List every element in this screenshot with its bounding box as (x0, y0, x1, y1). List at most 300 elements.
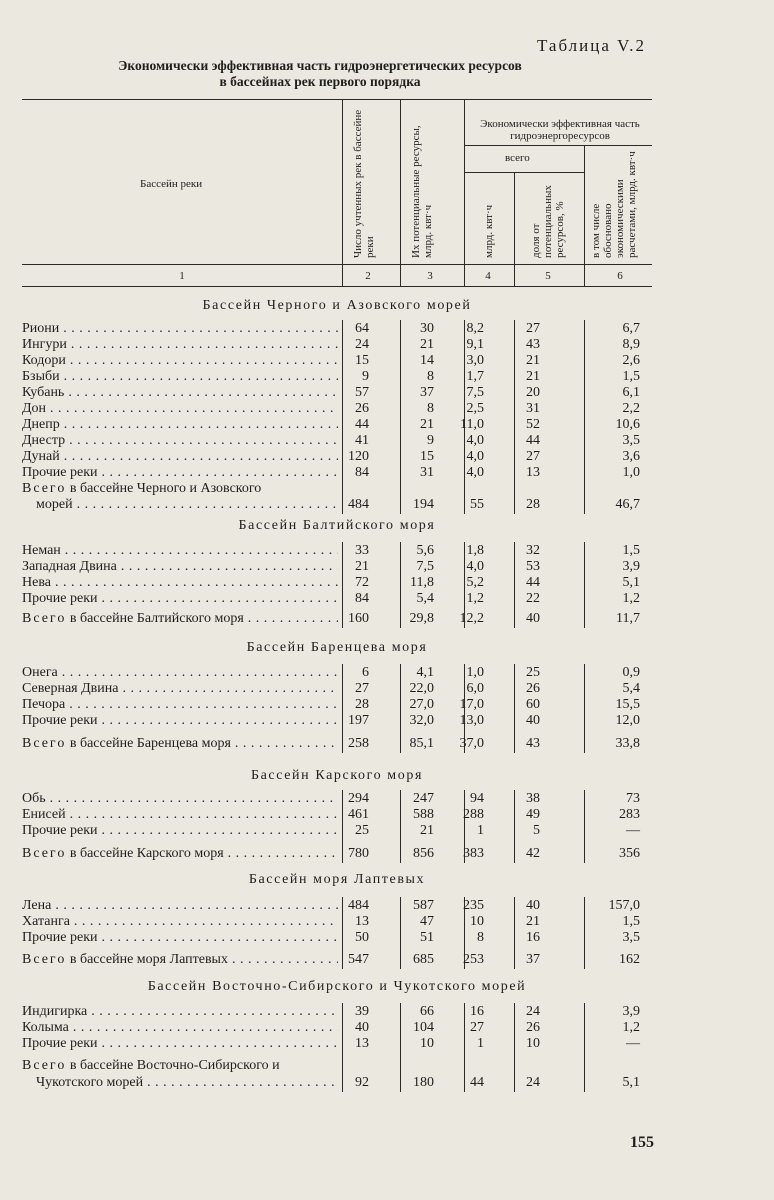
header-divider (342, 99, 343, 286)
value-cell: 26 (526, 1020, 540, 1035)
value-cell: — (626, 823, 640, 838)
value-cell: 4,0 (466, 449, 484, 464)
total-value-cell: 253 (463, 952, 484, 967)
value-cell: 4,0 (466, 433, 484, 448)
value-cell: 21 (420, 417, 434, 432)
value-cell: 33 (355, 543, 369, 558)
value-cell: 8 (477, 930, 484, 945)
value-cell: 6 (362, 665, 369, 680)
value-cell: 7,5 (466, 385, 484, 400)
value-cell: 587 (413, 898, 434, 913)
river-name-cell (22, 353, 338, 369)
total-value-cell: 43 (526, 736, 540, 751)
value-cell: 41 (355, 433, 369, 448)
table-row (22, 807, 652, 823)
header-bottom-rule (22, 264, 652, 265)
river-name-cell (22, 807, 338, 823)
total-basin: в бассейне Балтийского моря (69, 611, 244, 626)
col-header-subgroup: всего (505, 152, 530, 164)
value-cell: 2,2 (622, 401, 640, 416)
value-cell: 8,9 (622, 337, 640, 352)
total-row (22, 1058, 652, 1074)
value-cell: 10 (420, 1036, 434, 1051)
river-name: Кодори . . . (22, 353, 338, 369)
value-cell: 1 (477, 1036, 484, 1051)
table-row (22, 543, 652, 559)
value-cell: 3,5 (622, 930, 640, 945)
total-row (22, 736, 652, 752)
river-name: Дунай . . . (22, 449, 338, 465)
value-cell: 52 (526, 417, 540, 432)
col-number: 5 (545, 270, 551, 282)
value-cell: 22 (526, 591, 540, 606)
table-row (22, 665, 652, 681)
total-value-cell: 856 (413, 846, 434, 861)
section-title: Бассейн Балтийского моря (238, 518, 436, 533)
value-cell: 7,5 (416, 559, 434, 574)
value-cell: 5,2 (466, 575, 484, 590)
value-cell: 288 (463, 807, 484, 822)
river-name-cell (22, 591, 338, 607)
total-value-cell: 180 (413, 1075, 434, 1090)
value-cell: 3,5 (622, 433, 640, 448)
value-cell: 73 (626, 791, 640, 806)
page-number: 155 (630, 1134, 654, 1151)
total-label-cell (22, 846, 338, 862)
total-value-cell: 42 (526, 846, 540, 861)
table-row (22, 697, 652, 713)
value-cell: 1,0 (622, 465, 640, 480)
river-name: Обь . . . (22, 791, 338, 807)
total-prefix: Всего (22, 1058, 67, 1073)
river-name: Бзыби . . . (22, 369, 338, 385)
total-label-cell (22, 952, 338, 968)
value-cell: 13 (355, 1036, 369, 1051)
total-value-cell: 160 (348, 611, 369, 626)
total-label (22, 611, 338, 627)
river-name-cell (22, 417, 338, 433)
table-row (22, 401, 652, 417)
value-cell: 44 (355, 417, 369, 432)
value-cell: 6,0 (466, 681, 484, 696)
value-cell: 1,2 (622, 591, 640, 606)
value-cell: 1,5 (622, 369, 640, 384)
river-name-cell (22, 465, 338, 481)
section-title: Бассейн моря Лаптевых (248, 872, 426, 887)
value-cell: 15 (355, 353, 369, 368)
total-basin: в бассейне Черного и Азовского (69, 481, 262, 496)
col-header-basin: Бассейн реки (140, 178, 203, 190)
col-number: 1 (179, 270, 185, 282)
value-cell: 16 (526, 930, 540, 945)
value-cell: 0,9 (622, 665, 640, 680)
value-cell: 10 (470, 914, 484, 929)
river-name: Ингури . . . (22, 337, 338, 353)
table-row (22, 930, 652, 946)
river-name-cell (22, 369, 338, 385)
value-cell: 1,5 (622, 914, 640, 929)
col-header-share: доля от потенциальных ресурсов, % (530, 185, 566, 258)
total-value-cell: 40 (526, 611, 540, 626)
table-row (22, 713, 652, 729)
table-row (22, 898, 652, 914)
river-name: Прочие реки . . . (22, 591, 338, 607)
value-cell: 283 (619, 807, 640, 822)
value-cell: 94 (470, 791, 484, 806)
river-name-cell (22, 1004, 338, 1020)
river-name-cell (22, 713, 338, 729)
total-label-cell (36, 1075, 338, 1091)
value-cell: 120 (348, 449, 369, 464)
value-cell: 5,1 (622, 575, 640, 590)
total-basin-continued: морей . . . (36, 497, 338, 513)
col-number: 3 (427, 270, 433, 282)
header-divider (400, 99, 401, 286)
total-value-cell: 547 (348, 952, 369, 967)
river-name: Западная Двина . . . (22, 559, 338, 575)
value-cell: 32,0 (409, 713, 434, 728)
value-cell: 235 (463, 898, 484, 913)
value-cell: 49 (526, 807, 540, 822)
value-cell: 15,5 (615, 697, 640, 712)
header-divider (514, 172, 515, 286)
value-cell: 40 (526, 898, 540, 913)
value-cell: 30 (420, 321, 434, 336)
river-name: Нева . . . (22, 575, 338, 591)
value-cell: 47 (420, 914, 434, 929)
value-cell: 10,6 (615, 417, 640, 432)
river-name-cell (22, 1036, 338, 1052)
value-cell: 12,0 (615, 713, 640, 728)
total-basin: в бассейне Карского моря (69, 846, 224, 861)
value-cell: 3,9 (622, 1004, 640, 1019)
value-cell: 84 (355, 591, 369, 606)
value-cell: 66 (420, 1004, 434, 1019)
col-header-justified: в том числе обосновано экономическими расчетами, млрд. квт·ч (590, 151, 638, 258)
river-name: Колыма . . . (22, 1020, 338, 1036)
total-value-cell: 383 (463, 846, 484, 861)
river-name-cell (22, 543, 338, 559)
value-cell: 9 (362, 369, 369, 384)
value-cell: 16 (470, 1004, 484, 1019)
value-cell: 32 (526, 543, 540, 558)
col-number: 6 (617, 270, 623, 282)
group-rule (464, 145, 652, 146)
value-cell: 21 (526, 353, 540, 368)
value-cell: 72 (355, 575, 369, 590)
value-cell: 25 (355, 823, 369, 838)
value-cell: 40 (355, 1020, 369, 1035)
river-name-cell (22, 449, 338, 465)
value-cell: 3,9 (622, 559, 640, 574)
river-name: Печора . . . (22, 697, 338, 713)
total-prefix: Всего (22, 736, 67, 751)
value-cell: 24 (526, 1004, 540, 1019)
total-basin-continued: Чукотского морей . . . (36, 1075, 338, 1091)
total-label (22, 952, 338, 968)
value-cell: 5,6 (416, 543, 434, 558)
total-value-cell: 24 (526, 1075, 540, 1090)
value-cell: 8 (427, 401, 434, 416)
value-cell: 27 (526, 321, 540, 336)
value-cell: 17,0 (459, 697, 484, 712)
col-header-potential: Их потенциальные ресурсы, млрд. квт·ч (410, 125, 434, 258)
table-row (22, 823, 652, 839)
total-row-continued (22, 1075, 652, 1091)
total-value-cell: 12,2 (459, 611, 484, 626)
value-cell: 26 (526, 681, 540, 696)
table-row (22, 369, 652, 385)
value-cell: 6,1 (622, 385, 640, 400)
total-prefix: Всего (22, 952, 67, 967)
value-cell: 1,5 (622, 543, 640, 558)
total-label-cell (22, 611, 338, 627)
value-cell: 294 (348, 791, 369, 806)
total-value-cell: 5,1 (622, 1075, 640, 1090)
total-value-cell: 194 (413, 497, 434, 512)
total-value-cell: 11,7 (616, 611, 640, 626)
value-cell: 38 (526, 791, 540, 806)
value-cell: 50 (355, 930, 369, 945)
total-value-cell: 28 (526, 497, 540, 512)
total-label (22, 481, 261, 497)
value-cell: 43 (526, 337, 540, 352)
river-name-cell (22, 433, 338, 449)
col-header-group: Экономически эффективная часть гидроэнергоресурсов (480, 118, 640, 142)
river-name-cell (22, 1020, 338, 1036)
river-name: Северная Двина . . . (22, 681, 338, 697)
value-cell: 4,0 (466, 465, 484, 480)
value-cell: 13,0 (459, 713, 484, 728)
value-cell: 10 (526, 1036, 540, 1051)
river-name: Днестр . . . (22, 433, 338, 449)
river-name: Онега . . . (22, 665, 338, 681)
value-cell: 37 (420, 385, 434, 400)
table-row (22, 417, 652, 433)
total-prefix: Всего (22, 846, 67, 861)
value-cell: 27 (526, 449, 540, 464)
value-cell: 9,1 (466, 337, 484, 352)
value-cell: 157,0 (608, 898, 640, 913)
value-cell: 1,2 (466, 591, 484, 606)
total-value-cell: 29,8 (409, 611, 434, 626)
value-cell: 21 (526, 369, 540, 384)
total-value-cell: 685 (413, 952, 434, 967)
value-cell: 39 (355, 1004, 369, 1019)
river-name: Прочие реки . . . (22, 713, 338, 729)
value-cell: 5,4 (622, 681, 640, 696)
river-name: Неман . . . (22, 543, 338, 559)
section-title: Бассейн Баренцева моря (246, 640, 428, 655)
value-cell: 27 (355, 681, 369, 696)
value-cell: 104 (413, 1020, 434, 1035)
value-cell: 1,8 (466, 543, 484, 558)
value-cell: 44 (526, 433, 540, 448)
total-value-cell: 484 (348, 497, 369, 512)
river-name-cell (22, 681, 338, 697)
river-name: Индигирка . . . (22, 1004, 338, 1020)
river-name-cell (22, 697, 338, 713)
river-name-cell (22, 575, 338, 591)
total-row (22, 481, 652, 497)
col-number: 4 (485, 270, 491, 282)
total-row (22, 846, 652, 862)
value-cell: 20 (526, 385, 540, 400)
value-cell: 1,2 (622, 1020, 640, 1035)
total-value-cell: 55 (470, 497, 484, 512)
value-cell: 5 (533, 823, 540, 838)
river-name: Лена . . . (22, 898, 338, 914)
value-cell: 15 (420, 449, 434, 464)
header-divider (584, 145, 585, 286)
value-cell: 28 (355, 697, 369, 712)
value-cell: 53 (526, 559, 540, 574)
table-row (22, 337, 652, 353)
river-name: Риони . . . (22, 321, 338, 337)
river-name: Прочие реки . . . (22, 465, 338, 481)
value-cell: 21 (420, 337, 434, 352)
river-name-cell (22, 321, 338, 337)
total-value-cell: 33,8 (615, 736, 640, 751)
value-cell: 2,6 (622, 353, 640, 368)
value-cell: 13 (526, 465, 540, 480)
total-label (22, 1058, 280, 1074)
river-name-cell (22, 898, 338, 914)
total-prefix: Всего (22, 481, 67, 496)
river-name-cell (22, 401, 338, 417)
value-cell: 6,7 (622, 321, 640, 336)
value-cell: 13 (355, 914, 369, 929)
value-cell: 5,4 (416, 591, 434, 606)
total-row-continued (22, 497, 652, 513)
river-name-cell (22, 791, 338, 807)
header-top-rule (22, 99, 652, 100)
column-number-rule (22, 286, 652, 287)
total-value-cell: 37 (526, 952, 540, 967)
header-divider (464, 99, 465, 286)
table-label: Таблица V.2 (536, 36, 646, 55)
value-cell: 8 (427, 369, 434, 384)
value-cell: 11,0 (460, 417, 484, 432)
value-cell: 4,0 (466, 559, 484, 574)
table-row (22, 1036, 652, 1052)
river-name: Прочие реки . . . (22, 1036, 338, 1052)
value-cell: 31 (526, 401, 540, 416)
value-cell: 60 (526, 697, 540, 712)
value-cell: 1 (477, 823, 484, 838)
total-basin: в бассейне Баренцева моря (69, 736, 231, 751)
total-prefix: Всего (22, 611, 67, 626)
value-cell: 27 (470, 1020, 484, 1035)
river-name: Днепр . . . (22, 417, 338, 433)
river-name: Кубань . . . (22, 385, 338, 401)
value-cell: 2,5 (466, 401, 484, 416)
value-cell: 25 (526, 665, 540, 680)
table-row (22, 1020, 652, 1036)
river-name-cell (22, 559, 338, 575)
table-caption (100, 58, 540, 90)
river-name-cell (22, 930, 338, 946)
table-row (22, 1004, 652, 1020)
total-value-cell: 258 (348, 736, 369, 751)
value-cell: 588 (413, 807, 434, 822)
value-cell: 51 (420, 930, 434, 945)
river-name-cell (22, 385, 338, 401)
river-name: Енисей . . . (22, 807, 338, 823)
total-value-cell: 46,7 (615, 497, 640, 512)
value-cell: 24 (355, 337, 369, 352)
value-cell: 21 (420, 823, 434, 838)
value-cell: 1,0 (466, 665, 484, 680)
value-cell: 22,0 (409, 681, 434, 696)
subgroup-rule (464, 172, 584, 173)
value-cell: 11,8 (410, 575, 434, 590)
value-cell: 461 (348, 807, 369, 822)
value-cell: 14 (420, 353, 434, 368)
value-cell: 84 (355, 465, 369, 480)
value-cell: 21 (526, 914, 540, 929)
table-row (22, 385, 652, 401)
table-row (22, 465, 652, 481)
caption-line-1: Экономически эффективная часть гидроэнергетических ресурсов (118, 58, 522, 73)
total-label (22, 736, 338, 752)
value-cell: 1,7 (466, 369, 484, 384)
river-name: Дон . . . (22, 401, 338, 417)
caption-line-2: в бассейнах рек первого порядка (219, 74, 421, 89)
value-cell: 40 (526, 713, 540, 728)
total-value-cell: 37,0 (459, 736, 484, 751)
value-cell: 3,6 (622, 449, 640, 464)
col-number: 2 (365, 270, 371, 282)
value-cell: 27,0 (409, 697, 434, 712)
total-value-cell: 356 (619, 846, 640, 861)
river-name-cell (22, 823, 338, 839)
total-row (22, 952, 652, 968)
total-value-cell: 85,1 (409, 736, 434, 751)
value-cell: 8,2 (466, 321, 484, 336)
section-title: Бассейн Восточно-Сибирского и Чукотского морей (147, 979, 527, 994)
table-row (22, 914, 652, 930)
table-row (22, 449, 652, 465)
total-basin: в бассейне Восточно-Сибирского и (69, 1058, 280, 1073)
value-cell: 57 (355, 385, 369, 400)
value-cell: 21 (355, 559, 369, 574)
col-header-count: Число учтенных рек в бассейне реки (352, 109, 376, 258)
total-value-cell: 92 (355, 1075, 369, 1090)
table-row (22, 559, 652, 575)
value-cell: 4,1 (416, 665, 434, 680)
total-value-cell: 780 (348, 846, 369, 861)
value-cell: 64 (355, 321, 369, 336)
value-cell: 26 (355, 401, 369, 416)
value-cell: 484 (348, 898, 369, 913)
value-cell: — (626, 1036, 640, 1051)
section-title: Бассейн Карского моря (250, 768, 423, 783)
river-name-cell (22, 914, 338, 930)
total-value-cell: 44 (470, 1075, 484, 1090)
total-label (22, 846, 338, 862)
value-cell: 247 (413, 791, 434, 806)
col-header-billion-kwh: млрд. квт·ч (483, 204, 495, 258)
table-row (22, 353, 652, 369)
table-row (22, 791, 652, 807)
table-row (22, 681, 652, 697)
value-cell: 197 (348, 713, 369, 728)
total-label-cell (36, 497, 338, 513)
table-row (22, 321, 652, 337)
table-row (22, 591, 652, 607)
value-cell: 44 (526, 575, 540, 590)
